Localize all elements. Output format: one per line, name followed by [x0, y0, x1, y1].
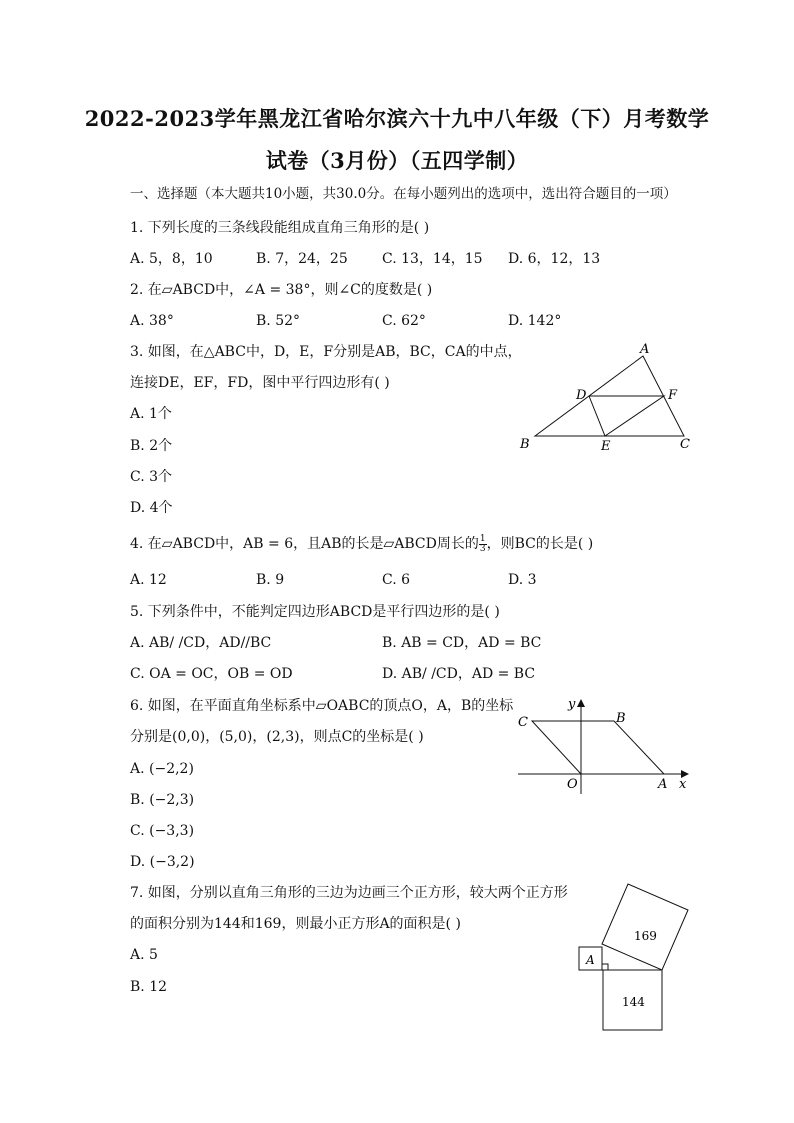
- squares-figure: [570, 880, 694, 1036]
- q5-option-c: C. OA = OC，OB = OD: [130, 666, 293, 682]
- q3-option-b: B. 2个: [130, 438, 173, 454]
- q6-option-a: A. (−2,2): [130, 761, 194, 777]
- question-6-stem-b: 分别是(0,0)，(5,0)，(2,3)，则点C的坐标是( ): [130, 729, 424, 745]
- label-b: B: [616, 711, 626, 726]
- question-4-stem: [130, 534, 593, 554]
- q4-stem-b: ，则BC的长是( ): [486, 536, 594, 552]
- q6-option-b: B. (−2,3): [130, 792, 195, 808]
- q2-option-d: D. 142°: [508, 313, 562, 329]
- question-3-stem-b: 连接DE，EF，FD，图中平行四边形有( ): [130, 375, 390, 391]
- label-b: B: [520, 437, 530, 452]
- midpoint-segments: [589, 396, 664, 436]
- label-o: O: [567, 777, 578, 792]
- label-a: A: [658, 777, 668, 792]
- q7-option-a: A. 5: [130, 947, 158, 963]
- coordinate-figure: [510, 694, 700, 796]
- label-d: D: [576, 388, 587, 403]
- question-7-stem-b: 的面积分别为144和169，则最小正方形A的面积是( ): [130, 916, 461, 932]
- label-y: y: [568, 697, 576, 712]
- triangle-figure: [510, 340, 700, 458]
- q7-option-b: B. 12: [130, 979, 168, 995]
- label-f: F: [668, 388, 678, 403]
- q2-option-c: C. 62°: [382, 313, 426, 329]
- q3-option-a: A. 1个: [130, 406, 172, 422]
- label-169: 169: [634, 929, 657, 943]
- q5-option-b: B. AB = CD，AD = BC: [382, 635, 542, 651]
- page-title-line1: 2022-2023学年黑龙江省哈尔滨六十九中八年级（下）月考数学: [84, 106, 710, 131]
- q4-option-b: B. 9: [256, 572, 285, 588]
- q1-option-d: D. 6，12，13: [508, 251, 601, 267]
- q4-fraction-den: 3: [479, 543, 486, 554]
- label-a: A: [640, 342, 650, 357]
- question-5-stem: 5. 下列条件中，不能判定四边形ABCD是平行四边形的是( ): [130, 604, 500, 620]
- label-small-a: A: [586, 953, 595, 967]
- square-169: [602, 884, 688, 970]
- parallelogram-oabc: [532, 721, 664, 774]
- page-title-line2: 试卷（3月份）（五四学制）: [265, 148, 529, 173]
- q2-option-b: B. 52°: [256, 313, 301, 329]
- q4-option-c: C. 6: [382, 572, 411, 588]
- q4-fraction-num: 1: [479, 533, 486, 544]
- question-1-stem: 1. 下列长度的三条线段能组成直角三角形的是( ): [130, 220, 430, 236]
- label-e: E: [601, 439, 611, 454]
- question-7-stem-a: 7. 如图，分别以直角三角形的三边为边画三个正方形，较大两个正方形: [130, 885, 568, 901]
- q4-fraction: [479, 535, 487, 554]
- question-6-stem-a: 6. 如图，在平面直角坐标系中▱OABC的顶点O，A，B的坐标: [130, 698, 514, 714]
- q5-option-a: A. AB/ /CD，AD//BC: [130, 635, 272, 651]
- label-c: C: [680, 437, 690, 452]
- question-3-stem-a: 3. 如图，在△ABC中，D，E，F分别是AB，BC，CA的中点，: [130, 344, 522, 360]
- question-2-stem: 2. 在▱ABCD中，∠A = 38°，则∠C的度数是( ): [130, 282, 433, 298]
- q2-option-a: A. 38°: [130, 313, 174, 329]
- q4-option-a: A. 12: [130, 572, 167, 588]
- q4-stem-a: 4. 在▱ABCD中，AB = 6，且AB的长是▱ABCD周长的: [130, 536, 479, 552]
- label-144: 144: [622, 995, 645, 1009]
- section-heading: 一、选择题（本大题共10小题，共30.0分。在每小题列出的选项中，选出符合题目的一项）: [130, 186, 677, 202]
- q6-option-d: D. (−3,2): [130, 854, 195, 870]
- q5-option-d: D. AB/ /CD，AD = BC: [382, 666, 536, 682]
- q4-option-d: D. 3: [508, 572, 537, 588]
- right-angle-mark: [602, 964, 608, 970]
- label-x: x: [679, 777, 687, 792]
- label-c: C: [518, 715, 528, 730]
- q3-option-d: D. 4个: [130, 500, 173, 516]
- q1-option-a: A. 5，8，10: [130, 251, 213, 267]
- q6-option-c: C. (−3,3): [130, 823, 195, 839]
- q3-option-c: C. 3个: [130, 469, 173, 485]
- q1-option-c: C. 13，14，15: [382, 251, 483, 267]
- q1-option-b: B. 7，24，25: [256, 251, 348, 267]
